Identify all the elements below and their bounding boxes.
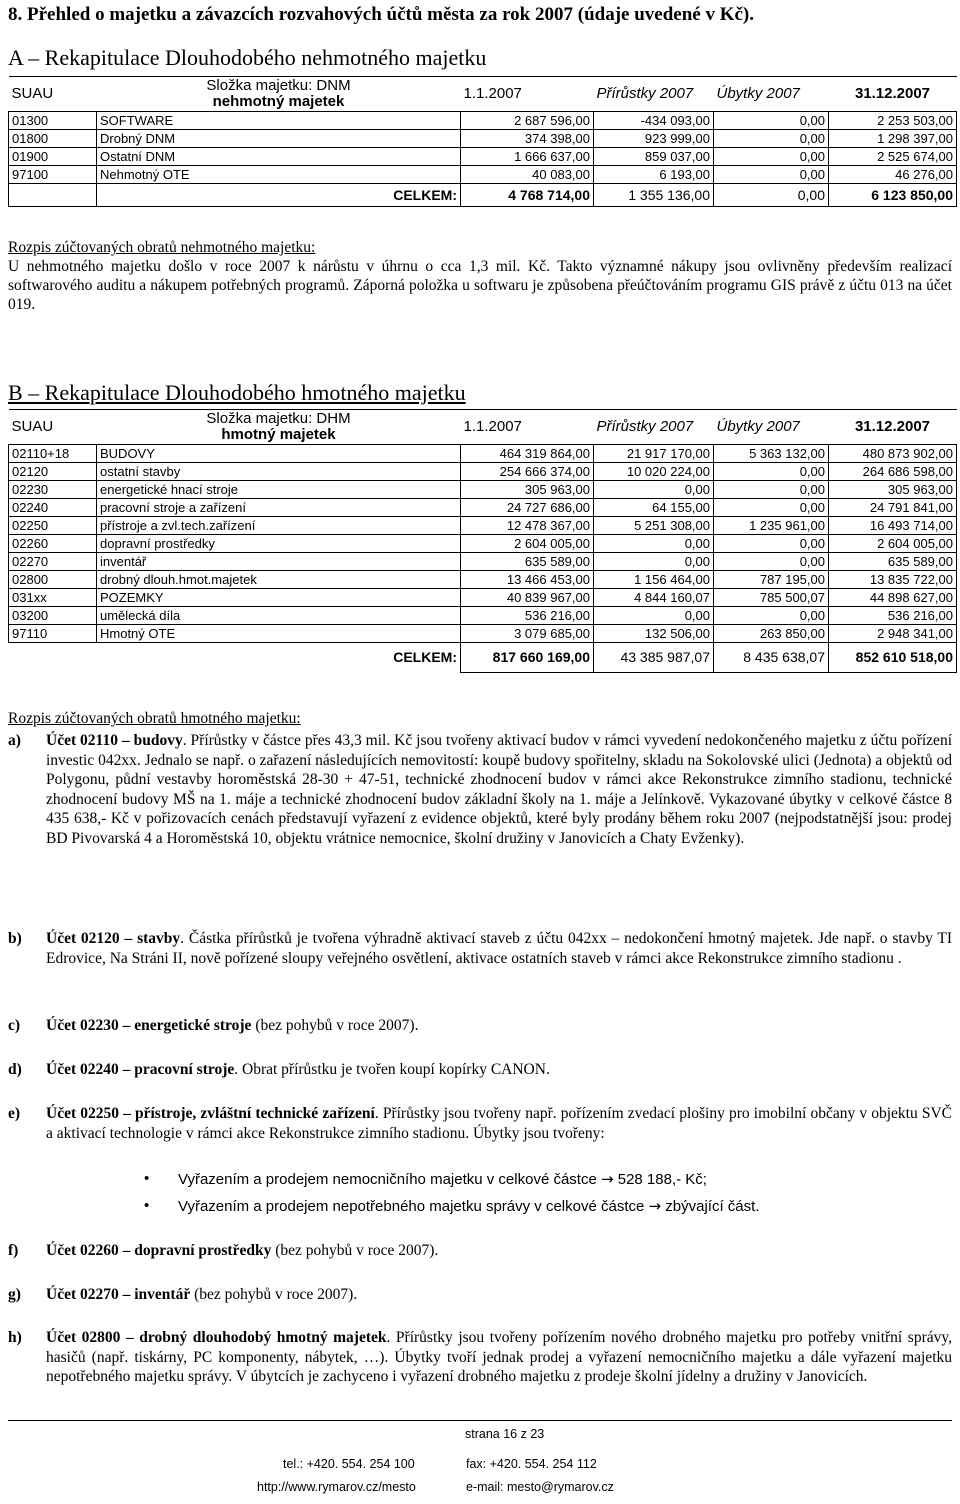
cell-value: 635 589,00 [829, 553, 957, 571]
cell-code: 02120 [9, 463, 97, 481]
cell-value: 0,00 [714, 130, 829, 148]
cell-value: 16 493 714,00 [829, 517, 957, 535]
item-body: (bez pohybů v roce 2007). [271, 1242, 439, 1259]
footer-page: strana 16 z 23 [465, 1427, 545, 1441]
cell-value: 0,00 [594, 535, 714, 553]
cell-value: 254 666 374,00 [461, 463, 594, 481]
item-body: . Přírůstky jsou tvořeny např. pořízením zvedací plošiny pro imobilní občany v objektu SVČ a aktivací technologie v rámci akce Rekonstrukce zimního stadionu. Úbytky jsou tvořeny: [46, 1105, 952, 1142]
cell-name: energetické hnací stroje [97, 481, 461, 499]
table-dhm [8, 409, 957, 673]
list-item-d [8, 1060, 952, 1080]
item-text [46, 1241, 952, 1261]
header-increase: Přírůstky 2007 [594, 77, 714, 112]
cell-value: 0,00 [714, 112, 829, 130]
cell-value: 24 727 686,00 [461, 499, 594, 517]
total-value: 6 123 850,00 [829, 184, 957, 207]
cell-value: 2 253 503,00 [829, 112, 957, 130]
cell-code: 97110 [9, 625, 97, 643]
footer-fax: fax: +420. 554. 254 112 [466, 1457, 597, 1471]
cell-name: inventář [97, 553, 461, 571]
cell-value: 40 083,00 [461, 166, 594, 184]
cell-code: 02800 [9, 571, 97, 589]
cell-name: pracovní stroje a zařízení [97, 499, 461, 517]
footer-tel: tel.: +420. 554. 254 100 [283, 1457, 415, 1471]
cell-value: 787 195,00 [714, 571, 829, 589]
table-row [9, 499, 957, 517]
cell-value: 44 898 627,00 [829, 589, 957, 607]
cell-value: 40 839 967,00 [461, 589, 594, 607]
cell-value: 305 963,00 [829, 481, 957, 499]
footer-web[interactable]: http://www.rymarov.cz/mesto [257, 1480, 416, 1494]
bullet-text: Vyřazením a prodejem nepotřebného majetku správy v celkové částce [178, 1198, 649, 1215]
cell-value: 2 948 341,00 [829, 625, 957, 643]
arrow-right-icon: → [648, 1197, 662, 1215]
footer-divider [8, 1420, 952, 1421]
cell-value: 1 156 464,00 [594, 571, 714, 589]
item-body: . Částka přírůstků je tvořena výhradně aktivací staveb z účtu 042xx – nedokončení hmotný majetek. Jde např. o stavby TI Edrovice, Na Stráni II, nově pořízené sloupy veřejného osvětlení, aktivace ostatních staveb v rámci akce Rekonstrukce zimního stadionu . [46, 930, 952, 967]
total-value: 4 768 714,00 [461, 184, 594, 207]
list-item-b [8, 929, 952, 968]
cell-code: 02250 [9, 517, 97, 535]
cell-value: 2 604 005,00 [461, 535, 594, 553]
cell-value: 0,00 [594, 481, 714, 499]
table-header-row [9, 410, 957, 445]
cell-code: 031xx [9, 589, 97, 607]
cell-name: drobný dlouh.hmot.majetek [97, 571, 461, 589]
bullet-item [150, 1193, 759, 1220]
header-slozka-line1: Složka majetku: DNM [206, 77, 351, 94]
section-a-title: A – Rekapitulace Dlouhodobého nehmotného majetku [8, 45, 487, 70]
item-text [46, 1060, 952, 1080]
table-row [9, 517, 957, 535]
cell-value: 13 466 453,00 [461, 571, 594, 589]
cell-code: 02110+18 [9, 445, 97, 463]
item-text [46, 1016, 952, 1036]
cell-value: 1 235 961,00 [714, 517, 829, 535]
item-text [46, 1328, 952, 1387]
cell-value: 263 850,00 [714, 625, 829, 643]
cell-code: 97100 [9, 166, 97, 184]
cell-value: 305 963,00 [461, 481, 594, 499]
cell-name: POZEMKY [97, 589, 461, 607]
list-item-h [8, 1328, 952, 1387]
item-bold: Účet 02250 – přístroje, zvláštní technické zařízení [46, 1105, 375, 1122]
item-body: . Přírůstky v částce přes 43,3 mil. Kč jsou tvořeny aktivací budov v rámci vyvedení nedokončeného majetku z účtu pořízení investic 042xx. Jednalo se např. o zařazení následujících nemovitostí: koupě budovy spořitelny, skladu na Sokolovské ulici (Jednota) a objektů od Polygonu, půdní vestavby horoměstská 28-30 + 47-51, technické zhodnocení budov v rámci akce Rekonstrukce zimního stadionu, technické zhodnocení budovy MŠ na 1. máje a technické zhodnocení budov základní školy na 1. máje a Jelínkově. Vykazované úbytky v celkové částce 8 435 638,- Kč v pořizovacích cenách představují vyřazení z evidence objektů, které byly prodány během roku 2007 (nejpodstatnější jsou: prodej BD Pivovarská 4 a Horoměstská 10, objektu vrátnice nemocnice, školní družiny v Janovicích a Chaty Evženky). [46, 732, 952, 847]
header-start: 1.1.2007 [461, 410, 594, 445]
cell-name: Nehmotný OTE [97, 166, 461, 184]
table-row [9, 148, 957, 166]
cell-value: 1 666 637,00 [461, 148, 594, 166]
item-text [46, 731, 952, 849]
item-bold: Účet 02120 – stavby [46, 930, 181, 947]
total-label: CELKEM: [97, 184, 461, 207]
cell-value: 0,00 [594, 607, 714, 625]
table-row [9, 463, 957, 481]
cell-value: 24 791 841,00 [829, 499, 957, 517]
cell-name: ostatní stavby [97, 463, 461, 481]
cell-value: 4 844 160,07 [594, 589, 714, 607]
cell-value: 536 216,00 [829, 607, 957, 625]
list-item-c [8, 1016, 952, 1036]
item-label: f) [8, 1242, 19, 1259]
cell-value: 0,00 [714, 553, 829, 571]
item-label: g) [8, 1286, 21, 1303]
item-body: . Přírůstky jsou tvořeny pořízením nového drobného majetku pro potřeby vnitřní správy, hasičů (např. tiskárny, PC komponenty, nábytek, …). Úbytky tvoří jednak prodej a vyřazení nemocničního majetku a dále vyřazení majetku nepotřebného majetku správy. V úbytcích je zachyceno i vyřazení drobného majetku z prodeje školní jídelny a družiny v Janovicích. [46, 1329, 952, 1386]
table-row [9, 166, 957, 184]
cell-value: 132 506,00 [594, 625, 714, 643]
table-row [9, 112, 957, 130]
header-suau: SUAU [9, 77, 97, 112]
cell-value: 1 298 397,00 [829, 130, 957, 148]
header-decrease: Úbytky 2007 [714, 410, 829, 445]
cell-value: 2 604 005,00 [829, 535, 957, 553]
total-value: 43 385 987,07 [594, 643, 714, 673]
arrow-right-icon: → [600, 1170, 614, 1188]
cell-value: 10 020 224,00 [594, 463, 714, 481]
cell-value: 0,00 [714, 607, 829, 625]
section-b-title: B – Rekapitulace Dlouhodobého hmotného majetku [8, 380, 466, 405]
table-row [9, 607, 957, 625]
cell-name: Hmotný OTE [97, 625, 461, 643]
cell-name: Drobný DNM [97, 130, 461, 148]
cell-value: 785 500,07 [714, 589, 829, 607]
cell-name: Ostatní DNM [97, 148, 461, 166]
cell-value: 0,00 [714, 148, 829, 166]
cell-value: 12 478 367,00 [461, 517, 594, 535]
item-body: (bez pohybů v roce 2007). [251, 1017, 419, 1034]
table-dnm [8, 76, 957, 207]
header-decrease: Úbytky 2007 [714, 77, 829, 112]
item-body: . Obrat přírůstku je tvořen koupí kopírky CANON. [234, 1061, 550, 1078]
cell-value: 46 276,00 [829, 166, 957, 184]
cell-value: 0,00 [714, 499, 829, 517]
cell-empty [9, 184, 97, 207]
cell-value: 635 589,00 [461, 553, 594, 571]
item-text [46, 929, 952, 968]
total-value: 852 610 518,00 [829, 643, 957, 673]
list-item-e [8, 1104, 952, 1143]
header-increase: Přírůstky 2007 [594, 410, 714, 445]
header-end: 31.12.2007 [829, 410, 957, 445]
page-heading: 8. Přehled o majetku a závazcích rozvahových účtů města za rok 2007 (údaje uvedené v Kč). [8, 4, 755, 25]
cell-name: přístroje a zvl.tech.zařízení [97, 517, 461, 535]
header-start: 1.1.2007 [461, 77, 594, 112]
header-suau: SUAU [9, 410, 97, 445]
header-slozka-line2: nehmotný majetek [212, 93, 345, 110]
cell-value: 0,00 [714, 463, 829, 481]
cell-code: 01900 [9, 148, 97, 166]
list-item-f [8, 1241, 952, 1261]
cell-value: 374 398,00 [461, 130, 594, 148]
table-row [9, 553, 957, 571]
cell-value: 264 686 598,00 [829, 463, 957, 481]
table-row [9, 445, 957, 463]
header-end: 31.12.2007 [829, 77, 957, 112]
table-row [9, 589, 957, 607]
total-value: 0,00 [714, 184, 829, 207]
table-row [9, 625, 957, 643]
table-row [9, 571, 957, 589]
item-body: (bez pohybů v roce 2007). [190, 1286, 358, 1303]
item-text [46, 1104, 952, 1143]
bullet-text: 528 188,- Kč; [613, 1171, 707, 1188]
item-bold: Účet 02800 – drobný dlouhodobý hmotný majetek [46, 1329, 387, 1346]
breakdown-text: U nehmotného majetku došlo v roce 2007 k nárůstu v úhrnu o cca 1,3 mil. Kč. Takto významné nákupy jsou ovlivněny především realizací softwarového auditu a nákupem potřebných programů. Záporná položka u softwaru je způsobena přeúčtováním programu GIS právě z účtu 013 na účet 019. [8, 258, 952, 313]
table-total-row [9, 643, 957, 673]
list-item-a [8, 731, 952, 849]
cell-name: BUDOVY [97, 445, 461, 463]
cell-value: 2 525 674,00 [829, 148, 957, 166]
cell-value: 0,00 [714, 535, 829, 553]
item-bold: Účet 02230 – energetické stroje [46, 1017, 252, 1034]
cell-value: 64 155,00 [594, 499, 714, 517]
section-b-breakdown-title: Rozpis zúčtovaných obratů hmotného majetku: [8, 710, 301, 727]
cell-value: 480 873 902,00 [829, 445, 957, 463]
table-total-row [9, 184, 957, 207]
item-label: c) [8, 1017, 21, 1034]
table-header-row [9, 77, 957, 112]
cell-code: 03200 [9, 607, 97, 625]
header-slozka [97, 77, 461, 112]
cell-value: 859 037,00 [594, 148, 714, 166]
cell-value: 923 999,00 [594, 130, 714, 148]
cell-empty [9, 643, 97, 673]
cell-code: 02240 [9, 499, 97, 517]
list-item-g [8, 1285, 952, 1305]
section-a-breakdown [8, 238, 952, 314]
cell-value: 0,00 [714, 481, 829, 499]
cell-code: 01800 [9, 130, 97, 148]
cell-value: 464 319 864,00 [461, 445, 594, 463]
total-value: 817 660 169,00 [461, 643, 594, 673]
cell-value: 5 363 132,00 [714, 445, 829, 463]
cell-value: 6 193,00 [594, 166, 714, 184]
cell-code: 02260 [9, 535, 97, 553]
table-row [9, 535, 957, 553]
item-text [46, 1285, 952, 1305]
cell-value: 2 687 596,00 [461, 112, 594, 130]
item-label: h) [8, 1329, 22, 1346]
item-bold: Účet 02110 – budovy [46, 732, 183, 749]
cell-name: umělecká díla [97, 607, 461, 625]
table-row [9, 481, 957, 499]
total-label: CELKEM: [97, 643, 461, 673]
item-label: a) [8, 732, 21, 749]
cell-value: 3 079 685,00 [461, 625, 594, 643]
cell-value: 13 835 722,00 [829, 571, 957, 589]
header-slozka-line1: Složka majetku: DHM [206, 410, 351, 427]
cell-name: dopravní prostředky [97, 535, 461, 553]
item-bold: Účet 02270 – inventář [46, 1286, 191, 1303]
table-row [9, 130, 957, 148]
cell-value: 5 251 308,00 [594, 517, 714, 535]
total-value: 8 435 638,07 [714, 643, 829, 673]
cell-value: 0,00 [714, 166, 829, 184]
item-label: d) [8, 1061, 22, 1078]
item-bold: Účet 02240 – pracovní stroje [46, 1061, 235, 1078]
cell-value: 536 216,00 [461, 607, 594, 625]
footer-email[interactable]: e-mail: mesto@rymarov.cz [466, 1480, 614, 1494]
bullet-item [150, 1166, 759, 1193]
cell-value: -434 093,00 [594, 112, 714, 130]
header-slozka-line2: hmotný majetek [221, 426, 336, 443]
breakdown-title: Rozpis zúčtovaných obratů nehmotného majetku: [8, 239, 316, 256]
cell-value: 0,00 [594, 553, 714, 571]
bullet-list [150, 1166, 759, 1220]
item-label: e) [8, 1105, 21, 1122]
header-slozka [97, 410, 461, 445]
cell-code: 02270 [9, 553, 97, 571]
item-bold: Účet 02260 – dopravní prostředky [46, 1242, 272, 1259]
cell-code: 01300 [9, 112, 97, 130]
item-label: b) [8, 930, 22, 947]
bullet-text: zbývající část. [661, 1198, 760, 1215]
cell-value: 21 917 170,00 [594, 445, 714, 463]
cell-name: SOFTWARE [97, 112, 461, 130]
bullet-text: Vyřazením a prodejem nemocničního majetku v celkové částce [178, 1171, 601, 1188]
cell-code: 02230 [9, 481, 97, 499]
total-value: 1 355 136,00 [594, 184, 714, 207]
